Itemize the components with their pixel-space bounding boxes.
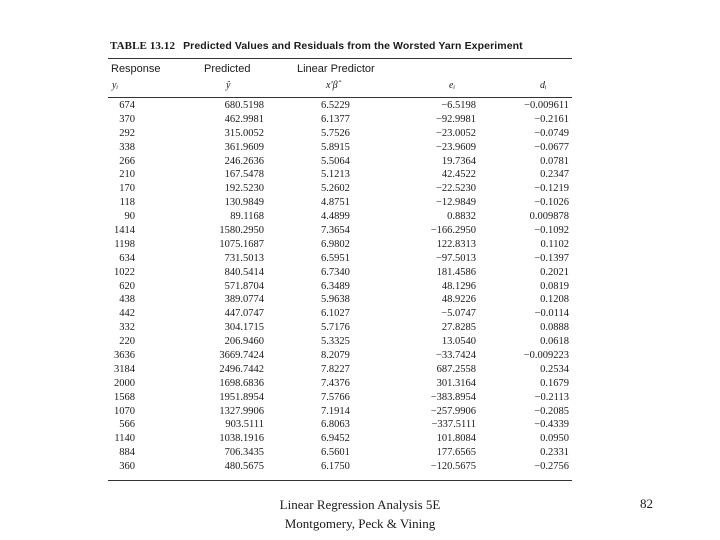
table-body [108,99,572,474]
table-row [108,224,572,238]
header-linear-predictor: Linear Predictor [297,63,375,75]
d-cell: −0.009611 [524,100,569,111]
header-d-symbol: dᵢ [540,80,547,91]
residual-cell: 42.4522 [441,169,476,181]
residual-cell: 687.2558 [436,363,476,375]
d-cell: 0.0781 [540,155,569,167]
d-cell: 0.2347 [540,169,569,181]
response-cell: 210 [119,169,135,181]
linear-predictor-cell: 6.1377 [321,113,350,125]
response-cell: 1198 [114,238,135,250]
d-cell: −0.0677 [534,141,569,153]
d-cell: −0.0114 [534,308,569,320]
predicted-cell: 447.0747 [224,308,264,320]
residual-cell: −92.9981 [435,113,476,125]
response-cell: 674 [119,100,135,111]
residual-cell: 27.8285 [441,322,476,334]
predicted-cell: 304.1715 [224,322,264,334]
d-cell: 0.0819 [540,280,569,292]
table-row [108,391,572,405]
response-cell: 220 [119,336,135,348]
response-cell: 90 [124,211,135,223]
response-cell: 438 [119,294,135,306]
response-cell: 2000 [114,377,135,389]
table-row [108,141,572,155]
residual-cell: −12.9849 [435,197,476,209]
linear-predictor-cell: 6.1750 [321,461,350,473]
table-row [108,99,572,113]
predicted-cell: 1698.6836 [219,377,264,389]
response-cell: 620 [119,280,135,292]
residual-cell: −383.8954 [430,391,476,403]
residual-cell: 48.9226 [441,294,476,306]
table-row [108,460,572,474]
predicted-cell: 130.9849 [224,197,264,209]
predicted-cell: 89.1168 [230,211,264,223]
response-cell: 170 [119,183,135,195]
response-cell: 566 [119,419,135,431]
linear-predictor-cell: 8.2079 [321,350,350,362]
residual-cell: 177.6565 [436,447,476,459]
bottom-rule [108,480,572,481]
linear-predictor-cell: 5.7176 [321,322,350,334]
residual-cell: −23.0052 [435,127,476,139]
predicted-cell: 1075.1687 [219,238,264,250]
footer-authors: Montgomery, Peck & Vining [284,516,436,531]
linear-predictor-cell: 6.9452 [321,433,350,445]
residual-cell: 0.8832 [447,211,476,223]
linear-predictor-cell: 6.9802 [321,238,350,250]
table-number: TABLE 13.12 [110,40,176,52]
d-cell: −0.2161 [534,113,569,125]
linear-predictor-cell: 7.1914 [321,405,350,417]
linear-predictor-cell: 6.7340 [321,266,350,278]
response-cell: 1022 [114,266,135,278]
linear-predictor-cell: 4.8751 [321,197,350,209]
linear-predictor-cell: 6.8063 [321,419,350,431]
header-residual-symbol: eᵢ [449,80,456,91]
predicted-cell: 680.5198 [224,100,264,111]
linear-predictor-cell: 5.3325 [321,336,350,348]
predicted-cell: 361.9609 [224,141,264,153]
predicted-cell: 731.5013 [224,252,264,264]
d-cell: −0.1397 [534,252,569,264]
linear-predictor-cell: 6.1027 [321,308,350,320]
d-cell: 0.1208 [540,294,569,306]
response-cell: 884 [119,447,135,459]
d-cell: −0.2756 [534,461,569,473]
data-table [108,38,572,482]
page-number: 82 [640,496,653,511]
response-cell: 1568 [114,391,135,403]
d-cell: 0.1679 [540,377,569,389]
response-cell: 1140 [114,433,135,445]
d-cell: −0.1026 [534,197,569,209]
header-linear-predictor-symbol: x′β̂ [326,80,338,91]
table-row [108,335,572,349]
predicted-cell: 706.3435 [224,447,264,459]
predicted-cell: 167.5478 [224,169,264,181]
d-cell: −0.009223 [523,350,569,362]
table-row [108,168,572,182]
table-caption [110,40,523,52]
response-cell: 292 [119,127,135,139]
response-cell: 442 [119,308,135,320]
residual-cell: 48.1296 [441,280,476,292]
top-rule [108,58,572,59]
footer-book-title: Linear Regression Analysis 5E [279,497,441,512]
predicted-cell: 315.0052 [224,127,264,139]
predicted-cell: 462.9981 [224,113,264,125]
linear-predictor-cell: 7.4376 [321,377,350,389]
response-cell: 1070 [114,405,135,417]
d-cell: 0.0618 [540,336,569,348]
predicted-cell: 3669.7424 [219,350,264,362]
d-cell: −0.1092 [534,225,569,237]
table-row [108,363,572,377]
table-title: Predicted Values and Residuals from the Worsted Yarn Experiment [183,40,523,52]
residual-cell: 19.7364 [441,155,476,167]
table-row [108,113,572,127]
response-cell: 360 [119,461,135,473]
table-row [108,432,572,446]
response-cell: 118 [119,197,135,209]
linear-predictor-cell: 6.3489 [321,280,350,292]
table-row [108,349,572,363]
predicted-cell: 1951.8954 [219,391,264,403]
linear-predictor-cell: 5.2602 [321,183,350,195]
table-row [108,280,572,294]
footer-citation [240,495,480,533]
predicted-cell: 2496.7442 [219,363,264,375]
table-row [108,446,572,460]
response-cell: 332 [119,322,135,334]
residual-cell: −337.5111 [431,419,476,431]
table-row [108,252,572,266]
predicted-cell: 246.2636 [224,155,264,167]
table-row [108,377,572,391]
residual-cell: −5.0747 [441,308,476,320]
residual-cell: −6.5198 [441,100,476,111]
linear-predictor-cell: 4.4899 [321,211,350,223]
predicted-cell: 480.5675 [224,461,264,473]
d-cell: −0.4339 [534,419,569,431]
table-row [108,196,572,210]
table-row [108,127,572,141]
table-row [108,210,572,224]
residual-cell: 101.8084 [436,433,476,445]
predicted-cell: 903.5111 [225,419,264,431]
residual-cell: 13.0540 [441,336,476,348]
response-cell: 338 [119,141,135,153]
table-row [108,155,572,169]
predicted-cell: 192.5230 [224,183,264,195]
d-cell: −0.2113 [534,391,569,403]
response-cell: 266 [119,155,135,167]
d-cell: 0.0950 [540,433,569,445]
d-cell: −0.1219 [534,183,569,195]
table-row [108,266,572,280]
response-cell: 3184 [114,363,135,375]
table-row [108,238,572,252]
d-cell: 0.2021 [540,266,569,278]
linear-predictor-cell: 7.8227 [321,363,350,375]
linear-predictor-cell: 6.5951 [321,252,350,264]
response-cell: 3636 [114,350,135,362]
linear-predictor-cell: 5.8915 [321,141,350,153]
table-row [108,182,572,196]
d-cell: 0.2331 [540,447,569,459]
predicted-cell: 840.5414 [224,266,264,278]
residual-cell: −97.5013 [435,252,476,264]
linear-predictor-cell: 5.1213 [321,169,350,181]
residual-cell: 122.8313 [436,238,476,250]
d-cell: 0.009878 [529,211,569,223]
table-row [108,418,572,432]
residual-cell: −120.5675 [430,461,476,473]
residual-cell: −22.5230 [435,183,476,195]
residual-cell: 181.4586 [436,266,476,278]
table-row [108,321,572,335]
residual-cell: −33.7424 [435,350,476,362]
response-cell: 634 [119,252,135,264]
residual-cell: −166.2950 [430,225,476,237]
linear-predictor-cell: 7.5766 [321,391,350,403]
predicted-cell: 389.0774 [224,294,264,306]
residual-cell: −23.9609 [435,141,476,153]
header-rule [108,97,572,98]
linear-predictor-cell: 7.3654 [321,225,350,237]
predicted-cell: 1327.9906 [219,405,264,417]
predicted-cell: 1580.2950 [219,225,264,237]
linear-predictor-cell: 5.9638 [321,294,350,306]
linear-predictor-cell: 5.7526 [321,127,350,139]
d-cell: 0.2534 [540,363,569,375]
linear-predictor-cell: 6.5229 [321,100,350,111]
residual-cell: −257.9906 [430,405,476,417]
predicted-cell: 1038.1916 [219,433,264,445]
header-predicted-symbol: ŷ [226,80,231,91]
d-cell: −0.2085 [534,405,569,417]
linear-predictor-cell: 5.5064 [321,155,350,167]
predicted-cell: 571.8704 [224,280,264,292]
table-row [108,307,572,321]
header-predicted: Predicted [204,63,251,75]
header-response: Response [111,63,161,75]
predicted-cell: 206.9460 [224,336,264,348]
table-row [108,293,572,307]
table-row [108,405,572,419]
response-cell: 1414 [114,225,135,237]
d-cell: 0.0888 [540,322,569,334]
header-response-symbol: yᵢ [112,80,119,91]
linear-predictor-cell: 6.5601 [321,447,350,459]
d-cell: 0.1102 [540,238,569,250]
response-cell: 370 [119,113,135,125]
d-cell: −0.0749 [534,127,569,139]
residual-cell: 301.3164 [436,377,476,389]
